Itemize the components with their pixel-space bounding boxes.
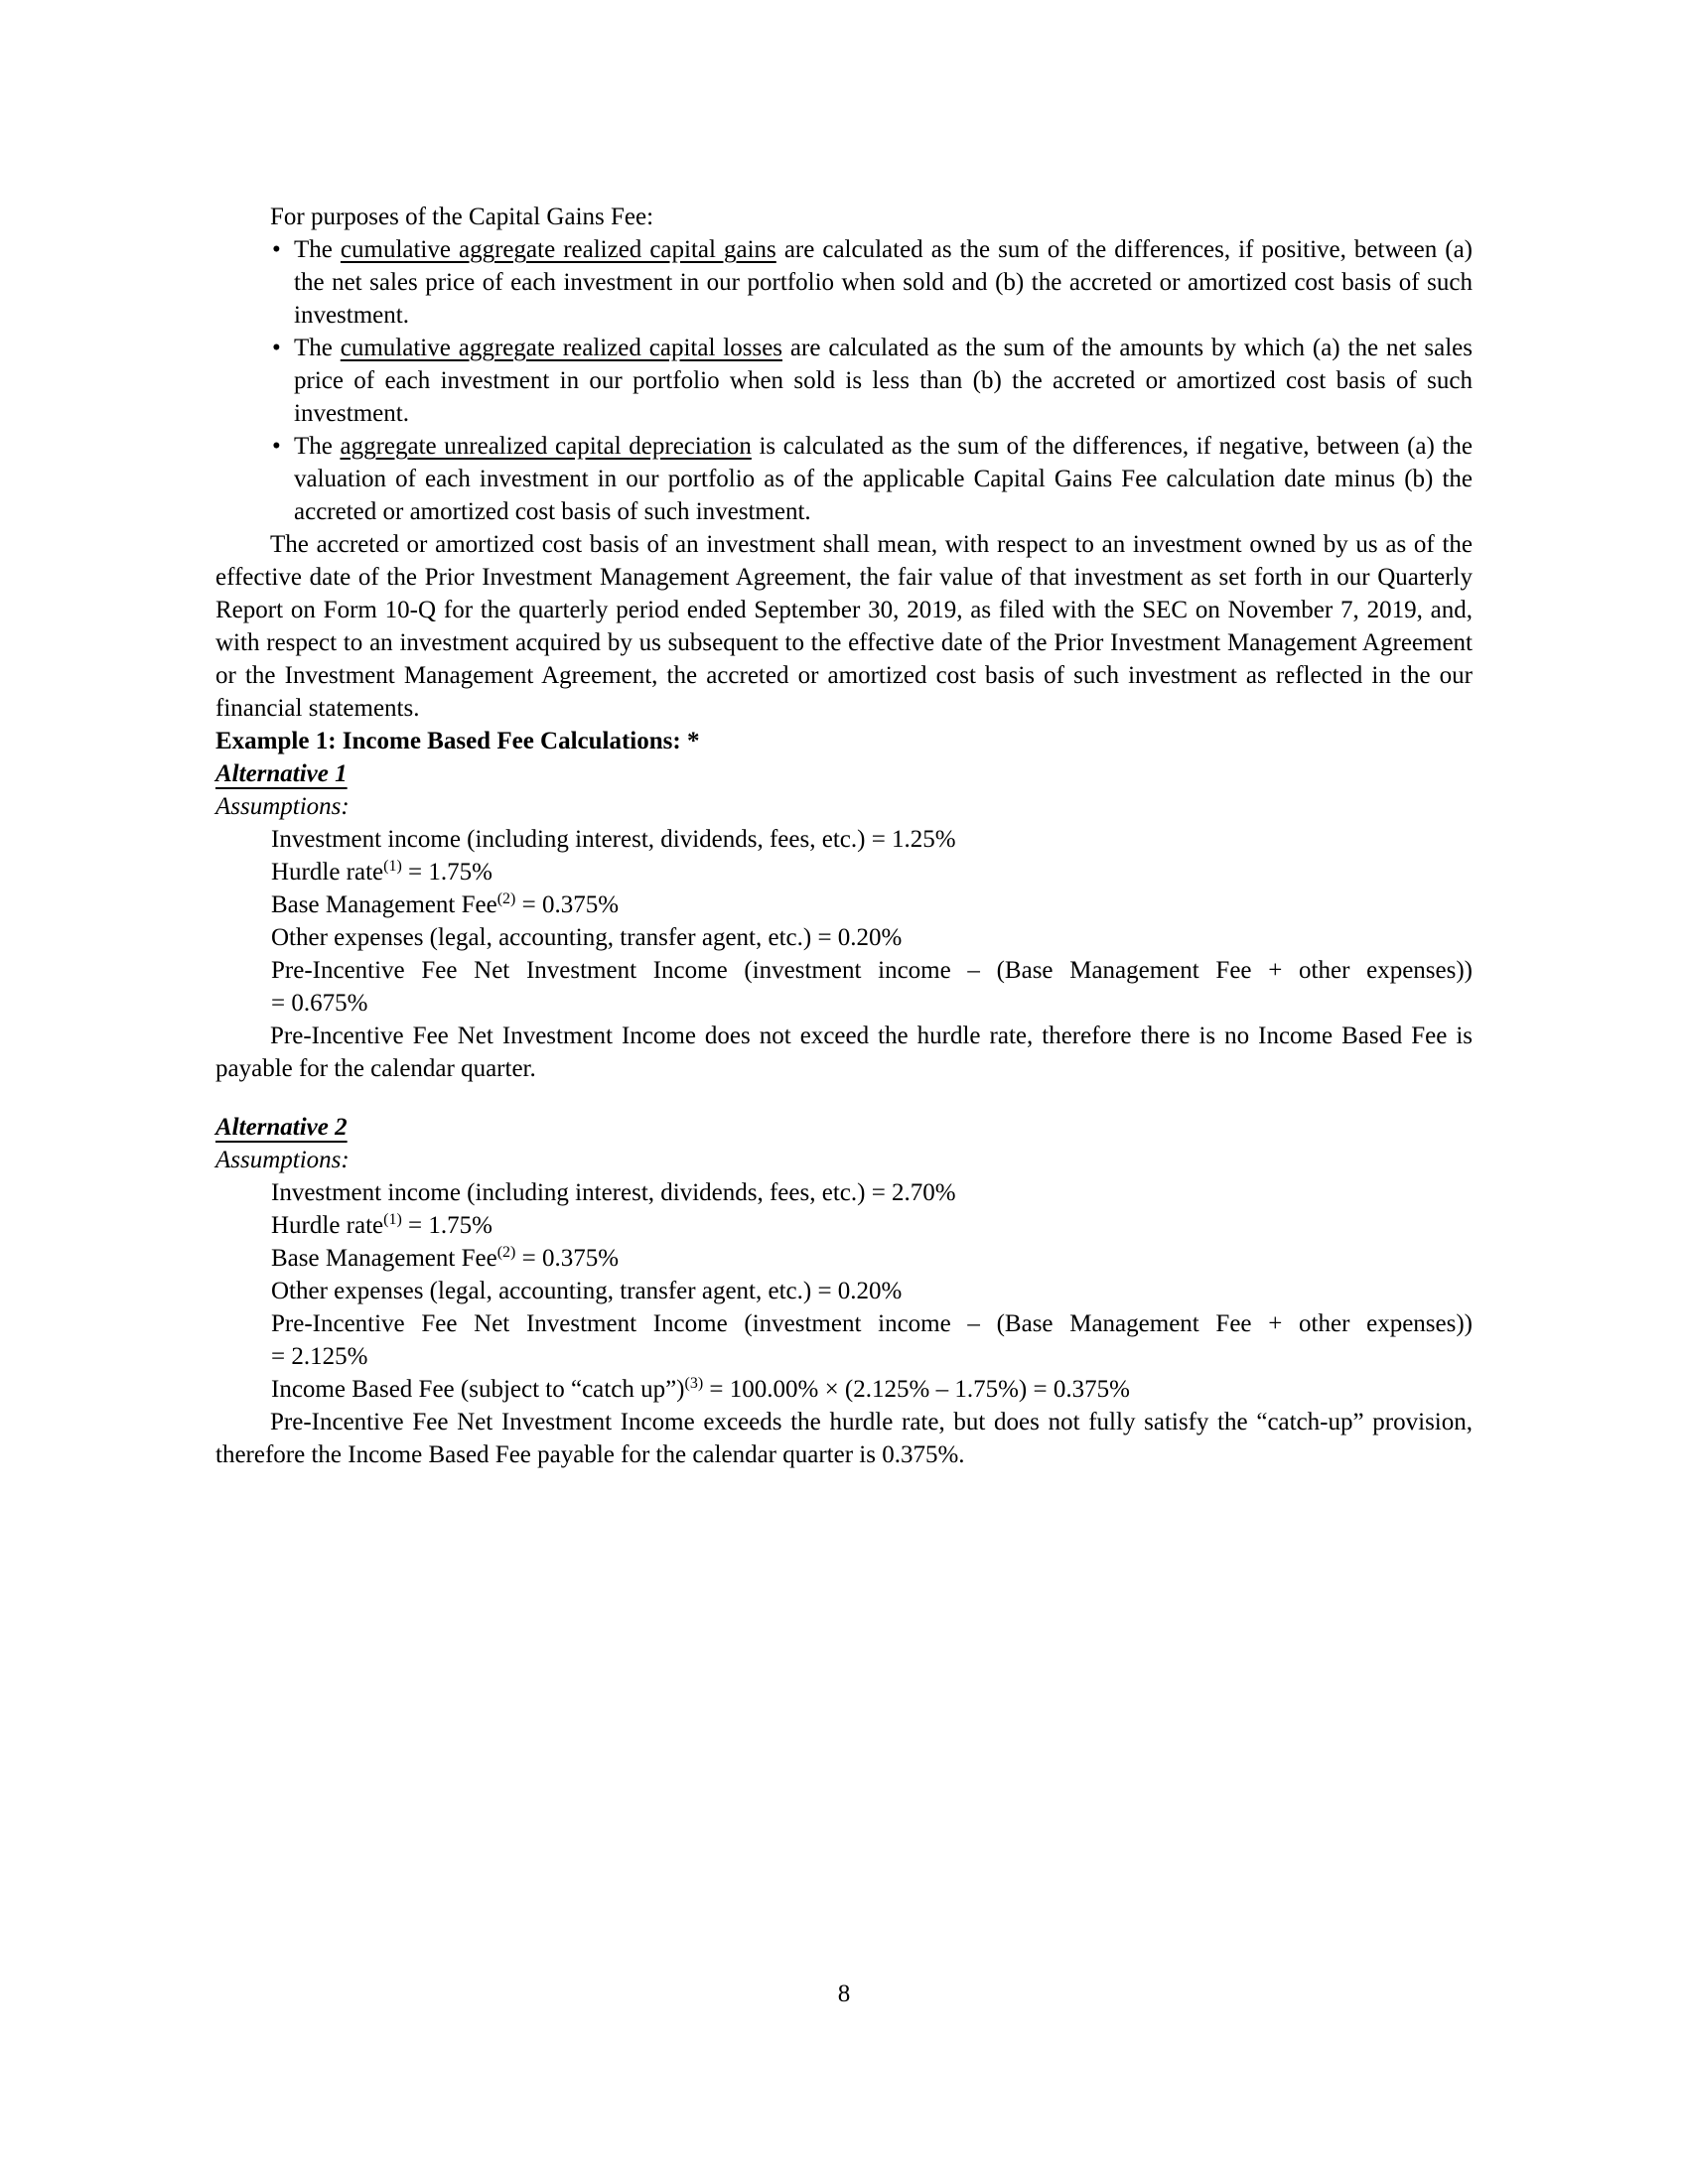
calc-line-1: Pre-Incentive Fee Net Investment Income (investment income – (Base Management Fee + other expenses))	[271, 1310, 1473, 1337]
income-based-fee-line	[215, 1373, 1473, 1406]
bullet-item-capital-gains	[215, 233, 1473, 332]
footnote-ref-2: (2)	[496, 1244, 516, 1261]
bullet-text-pre: The	[294, 236, 341, 263]
assumption-other-expenses: Other expenses (legal, accounting, transfer agent, etc.) = 0.20%	[271, 1278, 903, 1304]
bullet-marker: •	[272, 335, 281, 361]
assumptions-list-alt1	[215, 823, 1473, 954]
bullet-marker: •	[272, 433, 281, 460]
alternative-2-title: Alternative 2	[215, 1114, 348, 1141]
assumption-investment-income: Investment income (including interest, dividends, fees, etc.) = 1.25%	[271, 826, 956, 853]
fee-text-pre: Income Based Fee (subject to “catch up”)	[271, 1376, 685, 1403]
bullet-text-post: are calculated as the sum of the differences, if positive, between (a) the net sales price of each investment in our portfolio when sold and (b) the accreted or amortized cost basis of such investment.	[294, 236, 1473, 329]
example-1-heading: Example 1: Income Based Fee Calculations: *	[215, 728, 700, 754]
underlined-term-capital-losses: cumulative aggregate realized capital losses	[340, 335, 783, 361]
calc-line-2: = 2.125%	[271, 1343, 368, 1370]
bullet-text-pre: The	[294, 335, 341, 361]
assumption-text: Hurdle rate	[271, 1212, 384, 1239]
assumption-investment-income: Investment income (including interest, dividends, fees, etc.) = 2.70%	[271, 1179, 956, 1206]
assumption-base-management-fee	[271, 1242, 1473, 1275]
assumption-other-expenses: Other expenses (legal, accounting, transfer agent, etc.) = 0.20%	[271, 924, 903, 951]
underlined-term-capital-gains: cumulative aggregate realized capital gains	[340, 236, 776, 263]
assumption-hurdle-rate	[271, 1209, 1473, 1242]
assumption-text: Hurdle rate	[271, 859, 384, 886]
page-content	[215, 201, 1473, 1471]
conclusion-alt2: Pre-Incentive Fee Net Investment Income exceeds the hurdle rate, but does not fully satisfy the “catch-up” provision, therefore the Income Based Fee payable for the calendar quarter is 0.375%.	[215, 1409, 1473, 1468]
calc-line-2: = 0.675%	[271, 990, 368, 1017]
conclusion-alt1: Pre-Incentive Fee Net Investment Income does not exceed the hurdle rate, therefore there is no Income Based Fee is payable for the calendar quarter.	[215, 1023, 1473, 1082]
bullet-item-capital-depreciation	[215, 430, 1473, 528]
footnote-ref-3: (3)	[684, 1375, 704, 1392]
assumption-text: = 1.75%	[401, 859, 492, 886]
bullet-marker: •	[272, 236, 281, 263]
assumptions-label-alt2: Assumptions:	[215, 1147, 350, 1173]
page-number: 8	[837, 1980, 851, 2007]
assumption-base-management-fee	[271, 888, 1473, 921]
pre-incentive-calc-alt2	[215, 1307, 1473, 1373]
bullet-item-capital-losses	[215, 332, 1473, 430]
assumption-text: Base Management Fee	[271, 1245, 497, 1272]
assumption-text: = 0.375%	[515, 1245, 620, 1272]
bullet-text-post: is calculated as the sum of the differences, if negative, between (a) the valuation of each investment in our portfolio as of the applicable Capital Gains Fee calculation date minus (b) the accreted or amortized cost basis of such investment.	[294, 433, 1474, 525]
footnote-ref-1: (1)	[383, 1211, 402, 1228]
fee-text-post: = 100.00% × (2.125% – 1.75%) = 0.375%	[703, 1376, 1130, 1403]
footnote-ref-2: (2)	[496, 890, 516, 907]
bullet-text-post: are calculated as the sum of the amounts by which (a) the net sales price of each investment in our portfolio when sold is less than (b) the accreted or amortized cost basis of such investment.	[294, 335, 1473, 427]
assumptions-list-alt2	[215, 1176, 1473, 1307]
footnote-ref-1: (1)	[383, 858, 402, 875]
underlined-term-capital-depreciation: aggregate unrealized capital depreciation	[340, 433, 752, 460]
alternative-1-title: Alternative 1	[215, 760, 348, 787]
assumptions-label-alt1: Assumptions:	[215, 793, 350, 820]
assumption-text: = 1.75%	[401, 1212, 492, 1239]
assumption-text: = 0.375%	[515, 891, 620, 918]
intro-lead: For purposes of the Capital Gains Fee:	[270, 204, 654, 230]
assumption-text: Base Management Fee	[271, 891, 497, 918]
bullet-text-pre: The	[294, 433, 341, 460]
cost-basis-paragraph: The accreted or amortized cost basis of an investment shall mean, with respect to an investment owned by us as of the effective date of the Prior Investment Management Agreement, the fair value of that investment as set forth in our Quarterly Report on Form 10-Q for the quarterly period ended September 30, 2019, as filed with the SEC on November 7, 2019, and, with respect to an investment acquired by us subsequent to the effective date of the Prior Investment Management Agreement or the Investment Management Agreement, the accreted or amortized cost basis of such investment as reflected in the our financial statements.	[215, 531, 1473, 722]
assumption-hurdle-rate	[271, 856, 1473, 888]
pre-incentive-calc-alt1	[215, 954, 1473, 1020]
calc-line-1: Pre-Incentive Fee Net Investment Income (investment income – (Base Management Fee + other expenses))	[271, 957, 1473, 984]
